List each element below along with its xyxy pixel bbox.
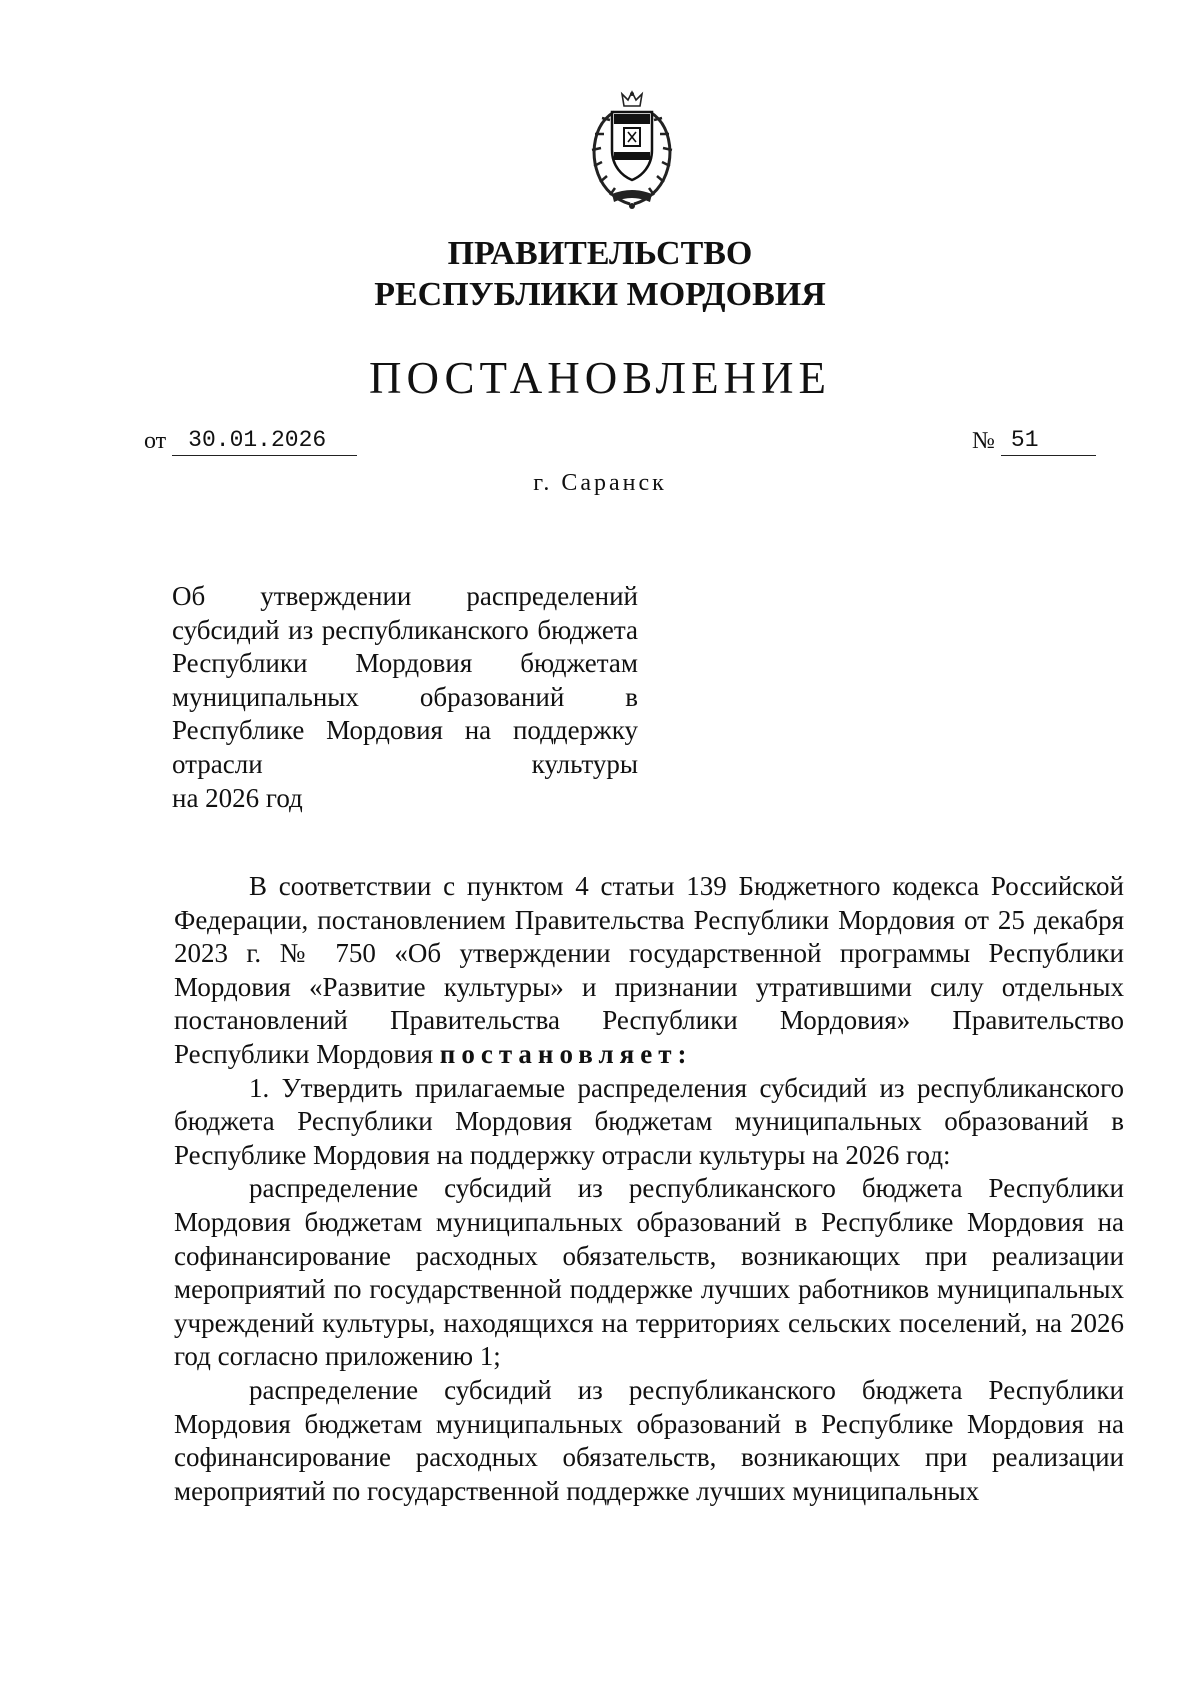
date-row <box>144 425 357 456</box>
date-label: от <box>144 428 167 454</box>
body-paragraph-2: 1. Утвердить прилагаемые распределения субсидий из республиканского бюджета Республики Мордовия бюджетам муниципальных образований в Республике Мордовия на поддержку отрасли культуры на 2026 год: <box>174 1072 1124 1170</box>
body-paragraph-1 <box>174 870 1124 1072</box>
city-name: г. Саранск <box>533 470 667 496</box>
number-value: 51 <box>1001 425 1096 456</box>
number-label: № <box>972 428 995 454</box>
government-name-line1: ПРАВИТЕЛЬСТВО <box>447 235 753 272</box>
decree-keyword: постановляет <box>439 1038 678 1069</box>
government-name-line2: РЕСПУБЛИКИ МОРДОВИЯ <box>374 276 826 313</box>
decree-keyword-colon: : <box>677 1038 687 1069</box>
body-paragraph-4: распределение субсидий из республиканского бюджета Республики Мордовия бюджетам муниципальных образований в Республике Мордовия на софинансирование расходных обязательств, возникающих при реализации мероприятий по государственной поддержке лучших муниципальных <box>174 1374 1124 1506</box>
coat-of-arms-emblem <box>584 90 680 212</box>
subject-text-main: Об утверждении распределений субсидий из республиканского бюджета Республики Мордовия бюджетам муниципальных образований в Республике Мордовия на поддержку отрасли культуры <box>172 581 638 779</box>
body-paragraph-3: распределение субсидий из республиканского бюджета Республики Мордовия бюджетам муниципальных образований в Республике Мордовия на софинансирование расходных обязательств, возникающих при реализации мероприятий по государственной поддержке лучших работников муниципальных учреждений культуры, находящихся на территориях сельских поселений, на 2026 год согласно приложению 1; <box>174 1173 1124 1372</box>
document-type-title: ПОСТАНОВЛЕНИЕ <box>368 353 832 403</box>
document-subject <box>172 580 638 815</box>
number-row <box>972 425 1096 456</box>
date-value: 30.01.2026 <box>172 425 357 456</box>
paragraph-1-text: В соответствии с пунктом 4 статьи 139 Бюджетного кодекса Российской Федерации, постановлением Правительства Республики Мордовия от 25 декабря 2023 г. № 750 «Об утверждении государственной программы Республики Мордовия «Развитие культуры» и признании утратившими силу отдельных постановлений Правительства Республики Мордовия» Правительство Республики Мордовия <box>174 871 1124 1069</box>
document-body <box>174 870 1124 1508</box>
subject-text-last: на 2026 год <box>172 782 303 813</box>
